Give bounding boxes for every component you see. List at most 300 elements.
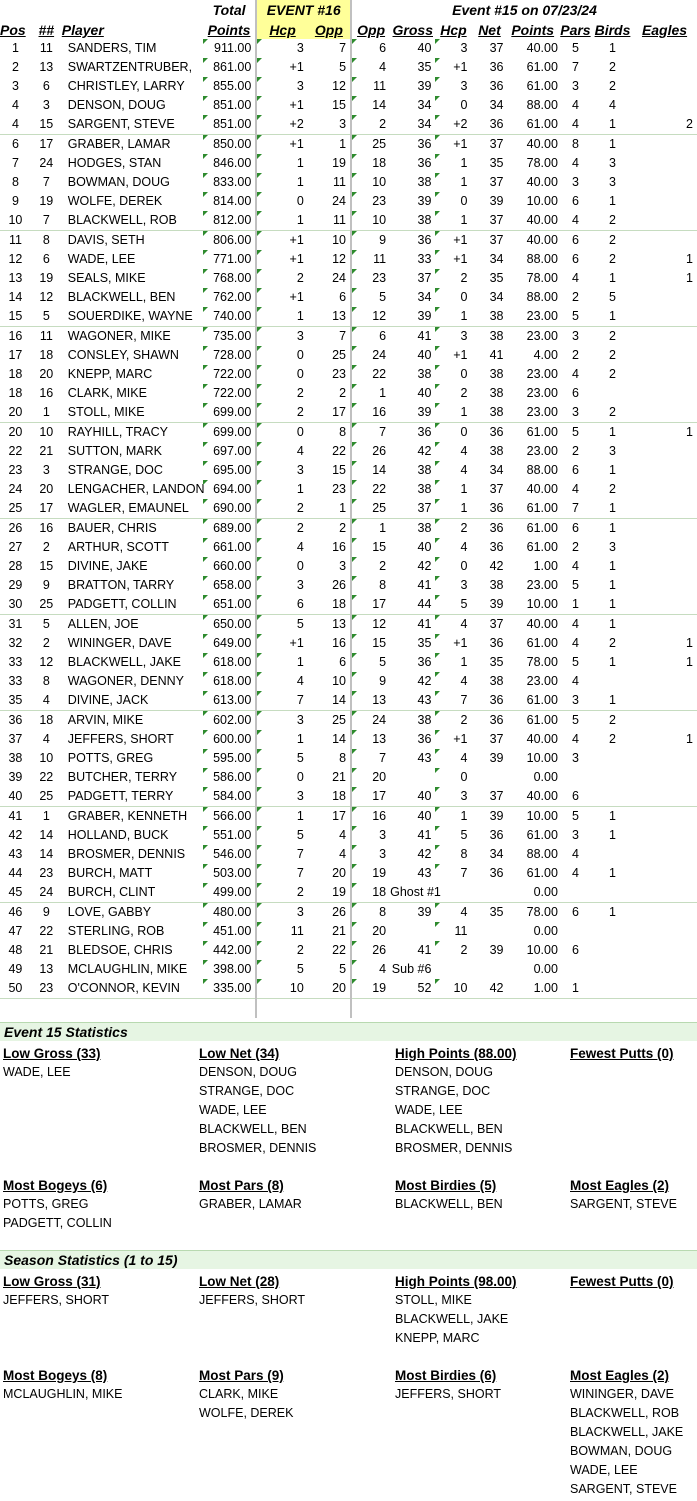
- cell-hcp16: 1: [256, 807, 307, 827]
- col-hcp16: Hcp: [256, 21, 307, 39]
- stat-block: [395, 1044, 517, 1158]
- stat-block: [199, 1044, 316, 1158]
- cell-birds: [593, 672, 632, 691]
- cell-hcp16: +1: [256, 250, 307, 269]
- cell-points15: 1.00: [533, 559, 558, 573]
- cell-pos: 47: [8, 924, 23, 938]
- cell-opp15: 6: [351, 327, 390, 347]
- table-row: [0, 826, 697, 845]
- cell-points: 442.00: [203, 941, 257, 960]
- cell-hcp16: +1: [256, 288, 307, 307]
- cell-opp15: 3: [351, 845, 390, 864]
- cell-num: 22: [39, 924, 54, 938]
- cell-hcp15: +1: [435, 58, 471, 77]
- cell-points15: 61.00: [526, 60, 558, 74]
- cell-num: 16: [31, 519, 62, 539]
- cell-net: 34: [489, 252, 504, 266]
- cell-opp15: 16: [351, 807, 390, 827]
- cell-pars: 1: [571, 597, 579, 611]
- cell-hcp15: 4: [435, 461, 471, 480]
- cell-hcp15: 0: [435, 365, 471, 384]
- cell-opp15: 8: [351, 903, 390, 923]
- cell-eagles: [632, 384, 697, 403]
- cell-pars: 6: [571, 789, 579, 803]
- cell-pos: 49: [8, 962, 23, 976]
- stat-name: WADE, LEE: [3, 1065, 71, 1079]
- cell-opp15: 15: [351, 634, 390, 653]
- cell-points: 503.00: [203, 864, 257, 883]
- cell-opp16: 6: [339, 290, 347, 304]
- cell-num: 1: [31, 807, 62, 827]
- table-row: [0, 39, 697, 58]
- cell-hcp16: 1: [256, 307, 307, 327]
- cell-gross: 41: [390, 327, 435, 347]
- cell-pars: 5: [571, 41, 579, 55]
- cell-eagles: [632, 903, 697, 923]
- cell-player: WADE, LEE: [67, 252, 136, 266]
- cell-player: BROSMER, DENNIS: [67, 847, 186, 861]
- cell-num: 19: [39, 194, 54, 208]
- cell-birds: 2: [593, 231, 632, 251]
- cell-opp16: 13: [308, 615, 351, 635]
- stat-name: STRANGE, DOC: [199, 1084, 295, 1098]
- stat-name: SARGENT, STEVE: [570, 1197, 677, 1211]
- cell-opp15: 22: [351, 365, 390, 384]
- cell-gross: [390, 768, 435, 787]
- cell-hcp15: 4: [435, 442, 471, 461]
- cell-points: 566.00: [203, 807, 257, 827]
- table-row: [0, 653, 697, 672]
- cell-eagles: [632, 480, 697, 499]
- table-row: [0, 288, 697, 307]
- cell-player: CLARK, MIKE: [67, 386, 147, 400]
- cell-pos: 42: [8, 828, 23, 842]
- cell-eagles: [632, 39, 697, 58]
- cell-num: 12: [39, 290, 54, 304]
- cell-net: 34: [489, 98, 504, 112]
- cell-hcp16: 0: [256, 192, 307, 211]
- table-row: [0, 423, 697, 443]
- cell-points: 600.00: [203, 730, 257, 749]
- cell-pos: 11: [0, 231, 31, 251]
- cell-birds: 1: [609, 41, 616, 55]
- stat-title: Fewest Putts (0): [570, 1274, 674, 1289]
- cell-net: 38: [489, 405, 504, 419]
- cell-pos: 22: [8, 444, 23, 458]
- cell-eagles: 1: [686, 271, 693, 285]
- cell-pos: 46: [0, 903, 31, 923]
- table-row: [0, 672, 697, 691]
- cell-pars: 7: [571, 60, 579, 74]
- cell-opp15: 26: [351, 442, 390, 461]
- stat-block: [395, 1272, 517, 1348]
- col-birds: Birds: [594, 22, 631, 38]
- table-row: [0, 538, 697, 557]
- cell-birds: 2: [593, 711, 632, 731]
- stat-block: [199, 1176, 302, 1214]
- cell-eagles: [632, 941, 697, 960]
- cell-pars: 5: [571, 655, 579, 669]
- cell-birds: 1: [593, 615, 632, 635]
- cell-pos: 23: [8, 463, 23, 477]
- cell-net: 42: [489, 981, 504, 995]
- cell-hcp15: 3: [435, 787, 471, 807]
- stat-title: Low Gross (33): [3, 1046, 101, 1061]
- cell-player: CHRISTLEY, LARRY: [67, 79, 185, 93]
- cell-pos: 8: [11, 175, 19, 189]
- cell-player: BOWMAN, DOUG: [67, 175, 170, 189]
- cell-points15: 23.00: [526, 386, 558, 400]
- cell-hcp15: 5: [435, 595, 471, 615]
- cell-points15: 40.00: [526, 41, 558, 55]
- cell-player: LENGACHER, LANDON: [67, 482, 205, 496]
- cell-pars: 3: [571, 828, 579, 842]
- col-net: Net: [478, 22, 501, 38]
- cell-birds: 2: [609, 213, 616, 227]
- col-num: ##: [38, 22, 55, 38]
- cell-points: 694.00: [203, 480, 257, 499]
- cell-pos: 33: [8, 674, 23, 688]
- cell-player: BURCH, CLINT: [67, 885, 156, 899]
- table-row: [0, 960, 697, 979]
- cell-points: 740.00: [203, 307, 257, 327]
- cell-gross: 34: [417, 290, 432, 304]
- cell-birds: 1: [609, 693, 616, 707]
- cell-num: 21: [39, 444, 54, 458]
- cell-opp16: 11: [333, 213, 347, 227]
- cell-player: BLEDSOE, CHRIS: [67, 943, 173, 957]
- stat-title: Low Net (28): [199, 1274, 280, 1289]
- cell-eagles: [632, 461, 697, 480]
- cell-gross: 42: [417, 444, 432, 458]
- cell-num: 20: [39, 482, 54, 496]
- cell-points15: 23.00: [507, 327, 557, 347]
- cell-eagles: [632, 768, 697, 787]
- cell-points15: 78.00: [526, 271, 558, 285]
- cell-player: HOLLAND, BUCK: [67, 828, 169, 842]
- cell-pos: 7: [11, 156, 19, 170]
- cell-gross: 36: [417, 655, 432, 669]
- cell-points: 613.00: [203, 691, 257, 711]
- cell-eagles: 1: [686, 732, 693, 746]
- cell-hcp16: 6: [256, 595, 307, 615]
- cell-points15: 40.00: [507, 231, 557, 251]
- cell-net: 37: [489, 41, 504, 55]
- cell-player: GRABER, KENNETH: [62, 807, 203, 827]
- cell-gross: 43: [417, 693, 432, 707]
- cell-hcp16: 3: [256, 461, 307, 480]
- cell-player: GRABER, LAMAR: [62, 135, 203, 155]
- cell-opp15: 26: [351, 941, 390, 960]
- cell-points15: 61.00: [526, 636, 558, 650]
- cell-opp15: 7: [351, 423, 390, 443]
- cell-points15: 10.00: [526, 751, 558, 765]
- cell-opp16: 12: [332, 252, 347, 266]
- cell-hcp15: 5: [435, 826, 471, 845]
- cell-eagles: [632, 711, 697, 731]
- stat-block: [570, 1366, 683, 1499]
- cell-eagles: [632, 749, 697, 768]
- stat-title: Low Gross (31): [3, 1274, 101, 1289]
- cell-points15: 61.00: [526, 79, 558, 93]
- cell-points: 851.00: [203, 96, 257, 115]
- cell-points15: 0.00: [533, 885, 558, 899]
- cell-points15: 61.00: [507, 423, 557, 443]
- cell-pos: 25: [8, 501, 23, 515]
- cell-gross: [390, 922, 435, 941]
- stat-name: WADE, LEE: [199, 1103, 267, 1117]
- col-pars: Pars: [560, 22, 591, 38]
- cell-num: 22: [39, 770, 54, 784]
- table-row: [0, 595, 697, 615]
- cell-opp15: 1: [351, 519, 390, 539]
- cell-opp15: 25: [351, 499, 390, 519]
- cell-hcp15: 10: [435, 979, 471, 999]
- cell-player: SANDERS, TIM: [67, 41, 157, 55]
- stat-name: DENSON, DOUG: [395, 1065, 493, 1079]
- cell-pos: 4: [11, 98, 19, 112]
- table-row: [0, 327, 697, 347]
- cell-player: CONSLEY, SHAWN: [67, 348, 179, 362]
- stat-name: BROSMER, DENNIS: [199, 1141, 317, 1155]
- cell-hcp16: 2: [256, 384, 307, 403]
- cell-eagles: [632, 365, 697, 384]
- cell-player: BAUER, CHRIS: [62, 519, 203, 539]
- cell-hcp15: 3: [435, 327, 471, 347]
- cell-birds: [593, 960, 632, 979]
- cell-birds: 2: [609, 60, 616, 74]
- table-row: [0, 499, 697, 519]
- stat-name: BLACKWELL, JAKE: [570, 1425, 684, 1439]
- cell-hcp15: 1: [435, 173, 471, 192]
- cell-points15: 88.00: [526, 252, 558, 266]
- table-row: [0, 480, 697, 499]
- cell-pos: 16: [0, 327, 31, 347]
- cell-opp16: 10: [308, 231, 351, 251]
- cell-points15: 23.00: [526, 405, 558, 419]
- event-stats-banner: Event 15 Statistics: [0, 1022, 697, 1041]
- cell-hcp15: 4: [435, 749, 471, 768]
- cell-pars: 5: [571, 578, 579, 592]
- cell-net: 34: [489, 290, 504, 304]
- col-points: Points: [207, 22, 251, 38]
- cell-pos: 27: [8, 540, 23, 554]
- cell-pars: [558, 922, 593, 941]
- cell-hcp16: 4: [256, 672, 307, 691]
- stat-block: [3, 1176, 112, 1233]
- cell-birds: 1: [609, 828, 616, 842]
- cell-points: 398.00: [203, 960, 257, 979]
- cell-points15: 10.00: [526, 943, 558, 957]
- cell-birds: [593, 922, 632, 941]
- cell-points: 771.00: [203, 250, 257, 269]
- cell-hcp15: 2: [435, 519, 471, 539]
- cell-birds: 1: [609, 194, 616, 208]
- cell-points15: 0.00: [533, 962, 558, 976]
- cell-opp15: 23: [351, 269, 390, 288]
- cell-opp16: 20: [332, 981, 347, 995]
- cell-gross: 41: [417, 578, 432, 592]
- cell-pars: 4: [571, 367, 579, 381]
- cell-points15: 23.00: [526, 444, 558, 458]
- cell-pos: 36: [0, 711, 31, 731]
- cell-num: 7: [42, 175, 50, 189]
- cell-points15: 23.00: [526, 367, 558, 381]
- cell-points: 586.00: [203, 768, 257, 787]
- cell-birds: 2: [609, 732, 616, 746]
- cell-opp16: 22: [332, 444, 347, 458]
- cell-num: 6: [42, 252, 50, 266]
- cell-opp15: 14: [351, 461, 390, 480]
- stat-name: BLACKWELL, ROB: [570, 1406, 680, 1420]
- cell-pars: 2: [571, 540, 579, 554]
- cell-opp16: 23: [332, 482, 347, 496]
- cell-opp16: 24: [332, 194, 347, 208]
- table-row: [0, 96, 697, 115]
- cell-eagles: 1: [686, 655, 693, 669]
- cell-opp16: 3: [339, 117, 347, 131]
- cell-num: 13: [39, 60, 54, 74]
- cell-points15: 0.00: [533, 770, 558, 784]
- cell-pos: 12: [8, 252, 23, 266]
- cell-eagles: 1: [632, 423, 697, 443]
- cell-gross: 36: [390, 135, 435, 155]
- cell-num: 24: [39, 885, 54, 899]
- cell-points: 812.00: [203, 211, 257, 231]
- cell-pars: 3: [571, 751, 579, 765]
- cell-opp15: 13: [351, 730, 390, 749]
- cell-gross: 36: [390, 423, 435, 443]
- stat-name: WADE, LEE: [395, 1103, 463, 1117]
- stat-name: GRABER, LAMAR: [199, 1197, 302, 1211]
- cell-num: 10: [39, 751, 54, 765]
- cell-opp16: 17: [332, 405, 347, 419]
- cell-hcp16: 7: [256, 845, 307, 864]
- cell-points: 499.00: [203, 883, 257, 903]
- cell-hcp16: 1: [256, 211, 307, 231]
- cell-hcp16: 2: [256, 269, 307, 288]
- cell-hcp15: 0: [435, 557, 471, 576]
- cell-points: 451.00: [203, 922, 257, 941]
- cell-opp16: 2: [339, 386, 347, 400]
- cell-birds: 2: [609, 405, 616, 419]
- table-row: [0, 307, 697, 327]
- cell-net: 36: [489, 828, 504, 842]
- cell-pos: 30: [8, 597, 23, 611]
- cell-opp15: 18: [351, 154, 390, 173]
- cell-points15: 88.00: [526, 98, 558, 112]
- cell-gross: 33: [417, 252, 432, 266]
- cell-opp15: 19: [351, 979, 390, 999]
- cell-num: 5: [31, 615, 62, 635]
- cell-pars: 4: [571, 847, 579, 861]
- cell-opp16: 26: [308, 903, 351, 923]
- cell-gross: 38: [417, 463, 432, 477]
- cell-opp16: 20: [332, 866, 347, 880]
- cell-pos: 33: [8, 655, 23, 669]
- cell-pars: 6: [558, 903, 593, 923]
- cell-player: SEALS, MIKE: [67, 271, 146, 285]
- cell-num: 5: [42, 309, 50, 323]
- cell-gross: 36: [417, 732, 432, 746]
- cell-net: 37: [489, 732, 504, 746]
- stat-name: STOLL, MIKE: [395, 1293, 472, 1307]
- cell-opp16: 4: [339, 847, 347, 861]
- cell-gross: 37: [417, 271, 432, 285]
- cell-points: 618.00: [203, 672, 257, 691]
- cell-points15: 40.00: [526, 732, 558, 746]
- cell-net: 36: [489, 693, 504, 707]
- cell-gross: 39: [417, 194, 432, 208]
- cell-hcp15: 1: [435, 154, 471, 173]
- cell-eagles: [632, 327, 697, 347]
- cell-points: 658.00: [203, 576, 257, 595]
- cell-points15: 61.00: [526, 540, 558, 554]
- cell-eagles: [632, 922, 697, 941]
- cell-points: 735.00: [203, 327, 257, 347]
- cell-opp15: 9: [351, 672, 390, 691]
- cell-net: 36: [471, 519, 507, 539]
- cell-net: 38: [489, 367, 504, 381]
- cell-opp15: 8: [351, 576, 390, 595]
- cell-gross: Sub #6: [391, 962, 432, 976]
- cell-points: 833.00: [203, 173, 257, 192]
- cell-opp16: 25: [308, 711, 351, 731]
- cell-pars: 4: [558, 615, 593, 635]
- col-pos: Pos: [0, 22, 26, 38]
- cell-birds: [593, 845, 632, 864]
- table-row: [0, 115, 697, 135]
- cell-gross: 38: [390, 519, 435, 539]
- cell-points: 546.00: [203, 845, 257, 864]
- stat-name: BLACKWELL, BEN: [395, 1122, 503, 1136]
- stat-name: BLACKWELL, JAKE: [395, 1312, 509, 1326]
- stat-block: [199, 1366, 293, 1423]
- cell-player: ALLEN, JOE: [62, 615, 203, 635]
- stat-title: High Points (88.00): [395, 1046, 517, 1061]
- cell-points15: 78.00: [526, 156, 558, 170]
- cell-opp15: 24: [351, 711, 390, 731]
- cell-pos: 4: [11, 117, 19, 131]
- cell-hcp16: +2: [256, 115, 307, 135]
- cell-pos: 10: [8, 213, 23, 227]
- cell-num: 9: [42, 578, 50, 592]
- cell-eagles: 1: [686, 252, 693, 266]
- cell-gross: 41: [417, 828, 432, 842]
- cell-points15: 10.00: [526, 597, 558, 611]
- stat-name: POTTS, GREG: [3, 1197, 89, 1211]
- cell-hcp15: 0: [435, 288, 471, 307]
- cell-gross: 36: [417, 156, 432, 170]
- cell-eagles: [632, 231, 697, 251]
- cell-opp15: 18: [351, 883, 390, 903]
- cell-eagles: [632, 672, 697, 691]
- cell-gross: 43: [417, 751, 432, 765]
- cell-opp16: 24: [332, 271, 347, 285]
- cell-hcp15: 7: [435, 691, 471, 711]
- cell-points: 768.00: [203, 269, 257, 288]
- cell-eagles: [632, 691, 697, 711]
- cell-player: SUTTON, MARK: [67, 444, 162, 458]
- cell-pos: 18: [8, 367, 23, 381]
- cell-birds: 1: [593, 807, 632, 827]
- cell-pars: 4: [571, 213, 579, 227]
- cell-player: DAVIS, SETH: [62, 231, 203, 251]
- cell-player: PADGETT, TERRY: [67, 789, 174, 803]
- cell-net: 37: [471, 615, 507, 635]
- cell-hcp16: 2: [256, 403, 307, 423]
- stat-name: BLACKWELL, BEN: [395, 1197, 503, 1211]
